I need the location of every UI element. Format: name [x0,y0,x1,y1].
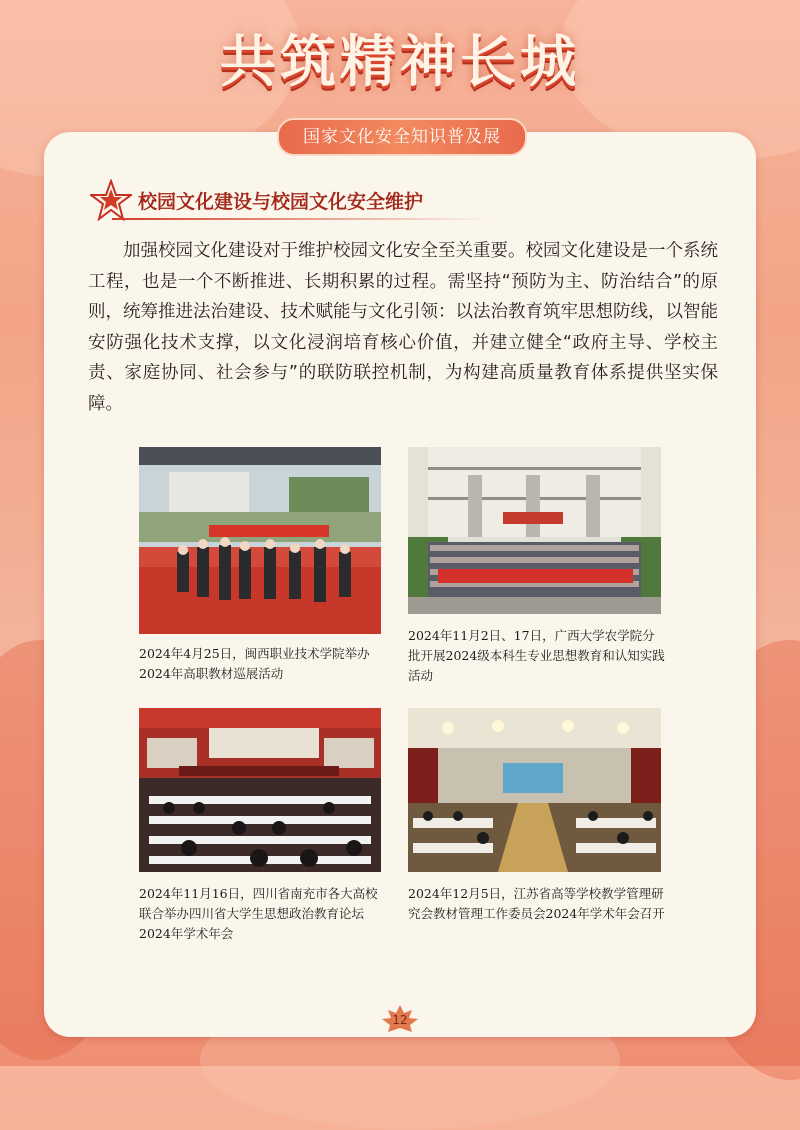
section-title: 校园文化建设与校园文化安全维护 [138,190,424,213]
photo-forum-image [139,708,381,872]
page-number [381,1004,419,1034]
photo-caption: 2024年4月25日，闽西职业技术学院举办2024年高职教材巡展活动 [139,646,370,681]
section-divider [112,218,492,220]
body-paragraph: 加强校园文化建设对于维护校园文化安全至关重要。校园文化建设是一个系统工程，也是一个不断推进、长期积累的过程。需坚持“预防为主、防治结合”的原则，统筹推进法治建设、技术赋能与文化引领：以法治教育筑牢思想防线，以智能安防强化技术支撑，以文化浸润培育核心价值，并建立健全“政府主导、学校主责、家庭协同、社会参与”的联防联控机制，为构建高质量教育体系提供坚实保障。 [88,241,718,414]
photo-exhibition-image [139,447,381,634]
photo-forum [139,708,381,872]
photo-conference [408,708,661,872]
star-icon [90,179,132,221]
photo-caption: 2024年11月2日、17日，广西大学农学院分批开展2024级本科生专业思想教育和认知实践活动 [408,628,665,683]
section-header [90,178,423,222]
subtitle-badge: 国家文化安全知识普及展 [277,118,527,156]
photo-group [408,447,661,614]
page-title: 共筑精神长城 [220,30,580,95]
photo-caption: 2024年11月16日，四川省南充市各大高校联合举办四川省大学生思想政治教育论坛2024年学术年会 [139,886,378,941]
photo-conference-image [408,708,661,872]
page-number-text: 12 [392,1013,408,1027]
photo-group-image [408,447,661,614]
photo-exhibition [139,447,381,634]
photo-caption: 2024年12月5日，江苏省高等学校教学管理研究会教材管理工作委员会2024年学术年会召开 [408,886,665,921]
